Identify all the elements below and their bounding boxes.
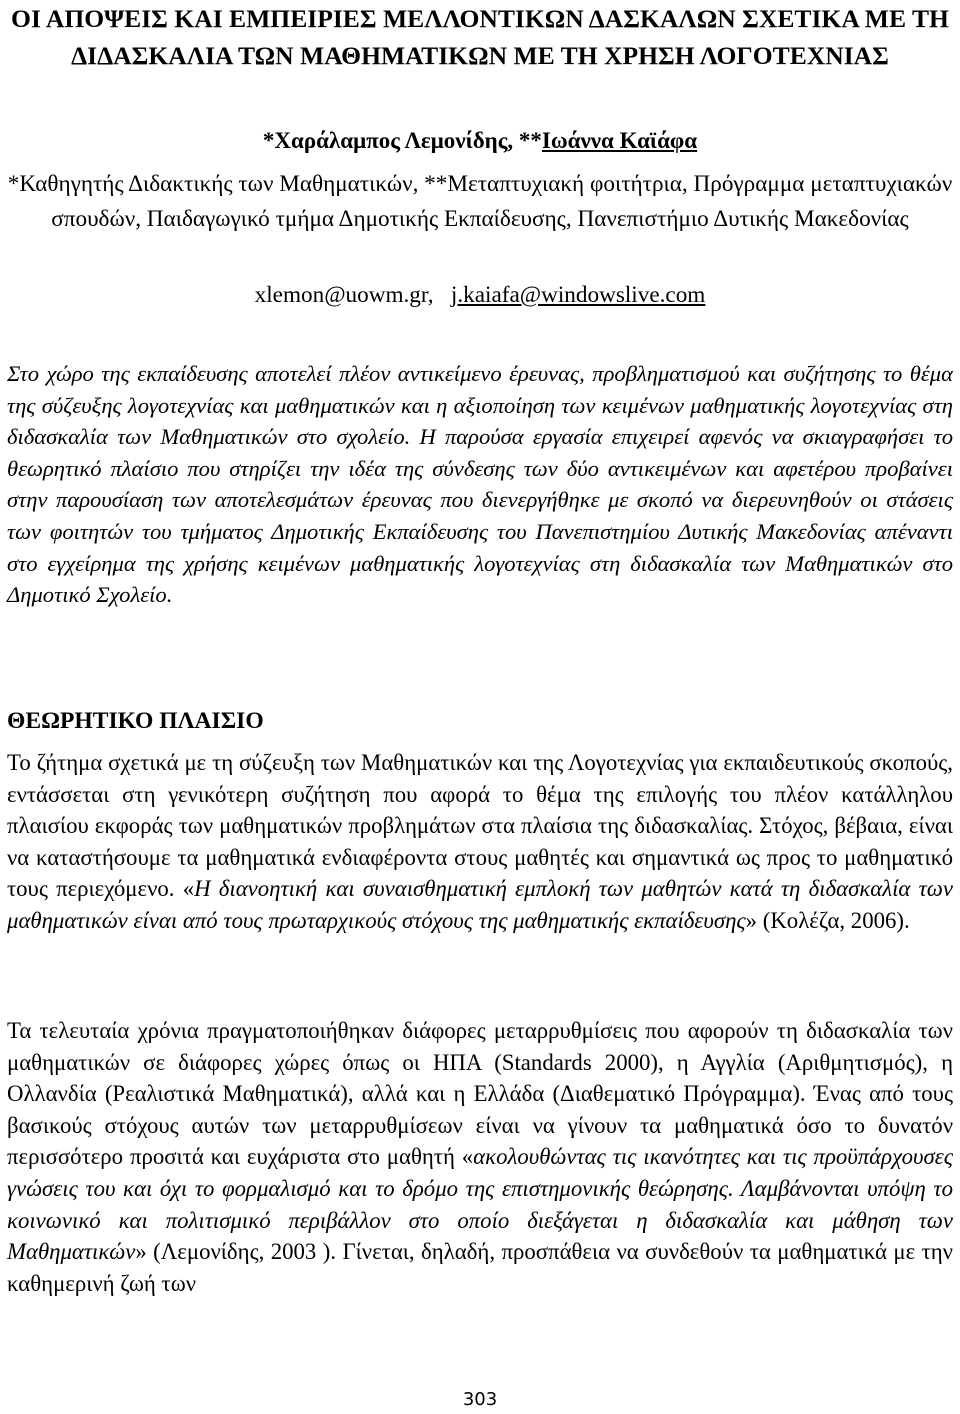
section-heading: ΘΕΩΡΗΤΙΚΟ ΠΛΑΙΣΙΟ <box>7 708 264 734</box>
email-second[interactable]: j.kaiafa@windowslive.com <box>450 282 706 308</box>
authors-line <box>0 123 960 159</box>
paragraph-1 <box>7 747 953 937</box>
author-second: Ιωάννα Καϊάφα <box>541 128 698 153</box>
page-number: 303 <box>462 1389 498 1410</box>
email-separator: , <box>427 282 451 308</box>
paper-title: ΟΙ ΑΠΟΨΕΙΣ ΚΑΙ ΕΜΠΕΙΡΙΕΣ ΜΕΛΛΟΝΤΙΚΩΝ ΔΑΣΚΑΛΩΝ ΣΧΕΤΙΚΑ ΜΕ ΤΗ ΔΙΔΑΣΚΑΛΙΑ ΤΩΝ ΜΑΘΗΜΑΤΙΚΩΝ ΜΕ ΤΗ ΧΡΗΣΗ ΛΟΓΟΤΕΧΝΙΑΣ <box>11 4 949 70</box>
paragraph-2-text: Τα τελευταία χρόνια πραγματοποιήθηκαν διάφορες μεταρρυθμίσεις που αφορούν τη διδασκαλία των μαθηματικών σε διάφορες χώρες όπως οι ΗΠΑ (Standards 2000), η Αγγλία (Αριθμητισμός), η Ολλανδία (Ρεαλιστικά Μαθηματικά), αλλά και η Ελλάδα (Διαθεματικό Πρόγραμμα). Ένας από τους βασικούς στόχους αυτών των μεταρρυθμίσεων είναι να γίνουν τα μαθηματικά όσο το δυνατόν περισσότερο προσιτά και ευχάριστα στο μαθητή « <box>7 1018 953 1170</box>
paragraph-2-citation: » (Λεμονίδης, 2003 ). Γίνεται, δηλαδή, προσπάθεια να συνδεθούν τα μαθηματικά με την καθημερινή ζωή των <box>7 1239 953 1296</box>
abstract: Στο χώρο της εκπαίδευσης αποτελεί πλέον αντικείμενο έρευνας, προβληματισμού και συζήτησης το θέμα της σύζευξης λογοτεχνίας και μαθηματικών και η αξιοποίηση των κειμένων μαθηματικής λογοτεχνίας στη διδασκαλία των Μαθηματικών στο σχολείο. Η παρούσα εργασία επιχειρεί αφενός να σκιαγραφήσει το θεωρητικό πλαίσιο που στηρίζει την ιδέα της σύνδεσης των δύο αντικειμένων και αφετέρου προβαίνει στην παρουσίαση των αποτελεσμάτων έρευνας που διενεργήθηκε με σκοπό να διερευνηθούν οι στάσεις των φοιτητών του τμήματος Δημοτικής Εκπαίδευσης του Πανεπιστημίου Δυτικής Μακεδονίας απέναντι στο εγχείρημα της χρήσης κειμένων μαθηματικής λογοτεχνίας στη διδασκαλία των Μαθηματικών στο Δημοτικό Σχολείο. <box>7 361 953 608</box>
author-first: *Χαράλαμπος Λεμονίδης, ** <box>262 128 542 153</box>
paragraph-1-citation: » (Κολέζα, 2006). <box>745 907 910 933</box>
affiliation: *Καθηγητής Διδακτικής των Μαθηματικών, **Μεταπτυχιακή φοιτήτρια, Πρόγραμμα μεταπτυχιακών σπουδών, Παιδαγωγικό τμήμα Δημοτικής Εκπαίδευσης, Πανεπιστήμιο Δυτικής Μακεδονίας <box>7 171 953 232</box>
paragraph-2-quote: ακολουθώντας τις ικανότητες και τις προϋπάρχουσες γνώσεις του και όχι το φορμαλισμό και το δρόμο της επιστημονικής θεώρησης. Λαμβάνονται υπόψη το κοινωνικό και πολιτισμικό περιβάλλον στο οποίο διεξάγεται η διδασκαλία και μάθηση των Μαθηματικών <box>7 1144 953 1265</box>
paragraph-1-quote: Η διανοητική και συναισθηματική εμπλοκή των μαθητών κατά τη διδασκαλία των μαθηματικών είναι από τους πρωταρχικούς στόχους της μαθηματικής εκπαίδευσης <box>7 876 953 933</box>
paragraph-2 <box>7 1015 953 1299</box>
emails-line <box>0 277 960 313</box>
paragraph-1-text: Το ζήτημα σχετικά με τη σύζευξη των Μαθηματικών και της Λογοτεχνίας για εκπαιδευτικούς σκοπούς, εντάσσεται στη γενικότερη συζήτηση που αφορά το θέμα της επιλογής του πλέον κατάλληλου πλαισίου εκφοράς των μαθηματικών προβλημάτων στα πλαίσια της διδασκαλίας. Στόχος, βέβαια, είναι να καταστήσουμε τα μαθηματικά ενδιαφέροντα στους μαθητές και σημαντικά ως προς το μαθηματικό τους περιεχόμενο. « <box>7 750 953 902</box>
email-first[interactable]: xlemon@uowm.gr <box>254 282 428 308</box>
